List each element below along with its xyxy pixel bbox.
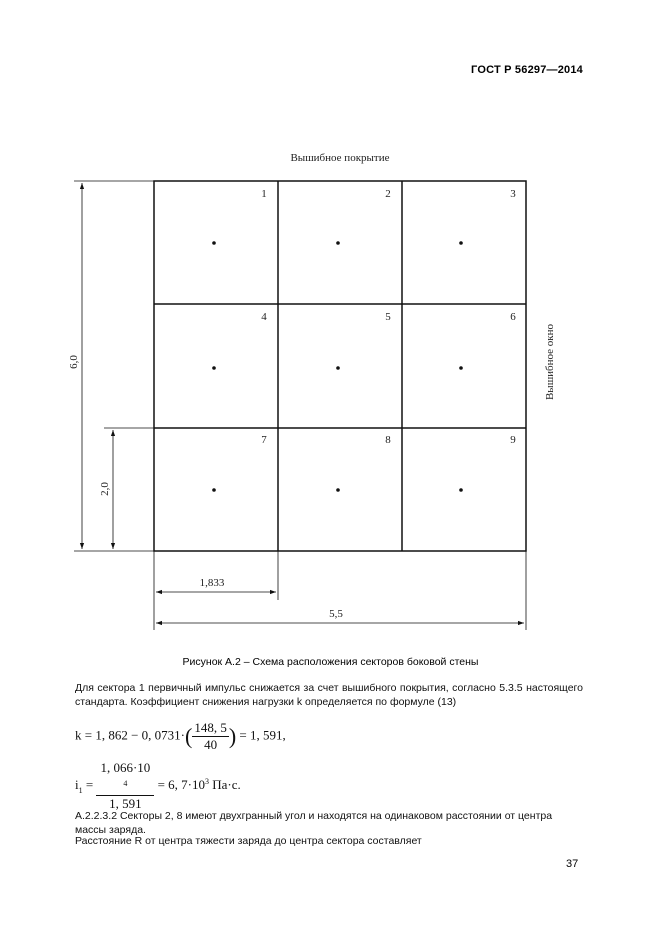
formula-k-rhs: = 1, 591, bbox=[239, 727, 286, 743]
sector-grid bbox=[154, 181, 526, 551]
formula-i1-numerator: 1, 066·10 bbox=[100, 760, 151, 775]
dim-width-total: 5,5 bbox=[329, 608, 343, 620]
formula-k: k = 1, 862 − 0, 0731·( $\frac{148, 5}{40}$ ) = 1, 591, bbox=[75, 720, 286, 752]
formula-i1-rhs: = 6, 7·10 bbox=[157, 777, 205, 793]
sector-number-6: 6 bbox=[510, 311, 516, 323]
right-label: Вышибное окно bbox=[544, 323, 556, 401]
sector-number-1: 1 bbox=[261, 188, 267, 200]
figure-caption: Рисунок А.2 – Схема расположения секторов боковой стены bbox=[182, 656, 479, 668]
dim-height-total: 6,0 bbox=[68, 355, 80, 369]
formula-i1-num-exp: 4 bbox=[123, 779, 128, 788]
formula-k-denominator: 40 bbox=[204, 737, 218, 752]
formula-i1-eq: = bbox=[85, 777, 94, 793]
formula-i1-denominator: 1, 591 bbox=[109, 796, 142, 812]
sector-center-4 bbox=[212, 366, 216, 370]
formula-i1-sub: 1 bbox=[78, 785, 83, 795]
sector-number-3: 3 bbox=[510, 188, 516, 200]
sector-center-9 bbox=[459, 488, 463, 492]
sector-center-5 bbox=[336, 366, 340, 370]
sector-number-4: 4 bbox=[261, 311, 267, 323]
sector-center-3 bbox=[459, 241, 463, 245]
sector-center-7 bbox=[212, 488, 216, 492]
dim-width-sector: 1,833 bbox=[199, 577, 225, 589]
paragraph-a2232: А.2.2.3.2 Секторы 2, 8 имеют двухгранный угол и находятся на одинаковом расстоянии от центра массы заряда. bbox=[75, 810, 553, 836]
sector-number-9: 9 bbox=[510, 434, 516, 446]
paragraph-distance: Расстояние R от центра тяжести заряда до центра сектора составляет bbox=[75, 835, 422, 847]
sector-number-8: 8 bbox=[385, 434, 391, 446]
sector-center-2 bbox=[336, 241, 340, 245]
dim-height-bottom: 2,0 bbox=[99, 482, 111, 496]
sector-center-8 bbox=[336, 488, 340, 492]
top-label: Вышибное покрытие bbox=[290, 152, 390, 164]
sector-number-2: 2 bbox=[385, 188, 391, 200]
paragraph-sector-1 bbox=[75, 681, 583, 709]
sector-number-5: 5 bbox=[385, 311, 391, 323]
standard-header: ГОСТ Р 56297—2014 bbox=[471, 64, 583, 76]
formula-k-numerator: 148, 5 bbox=[194, 720, 227, 735]
formula-i1 bbox=[75, 760, 241, 812]
sector-center-6 bbox=[459, 366, 463, 370]
sector-number-7: 7 bbox=[261, 434, 267, 446]
formula-i1-rhs-exp: 3 bbox=[204, 776, 209, 786]
paragraph-1-text: Для сектора 1 первичный импульс снижается за счет вышибного покрытия, согласно 5.3.5 настоящего стандарта. Коэффициент снижения нагрузки k определяется по формуле (13) bbox=[75, 682, 583, 708]
page-number: 37 bbox=[566, 858, 579, 870]
formula-k-lhs: k = 1, 862 − 0, 0731· bbox=[75, 727, 185, 743]
formula-i1-lhs: i bbox=[75, 777, 79, 793]
formula-i1-unit: Па·с. bbox=[208, 777, 241, 793]
sector-center-1 bbox=[212, 241, 216, 245]
